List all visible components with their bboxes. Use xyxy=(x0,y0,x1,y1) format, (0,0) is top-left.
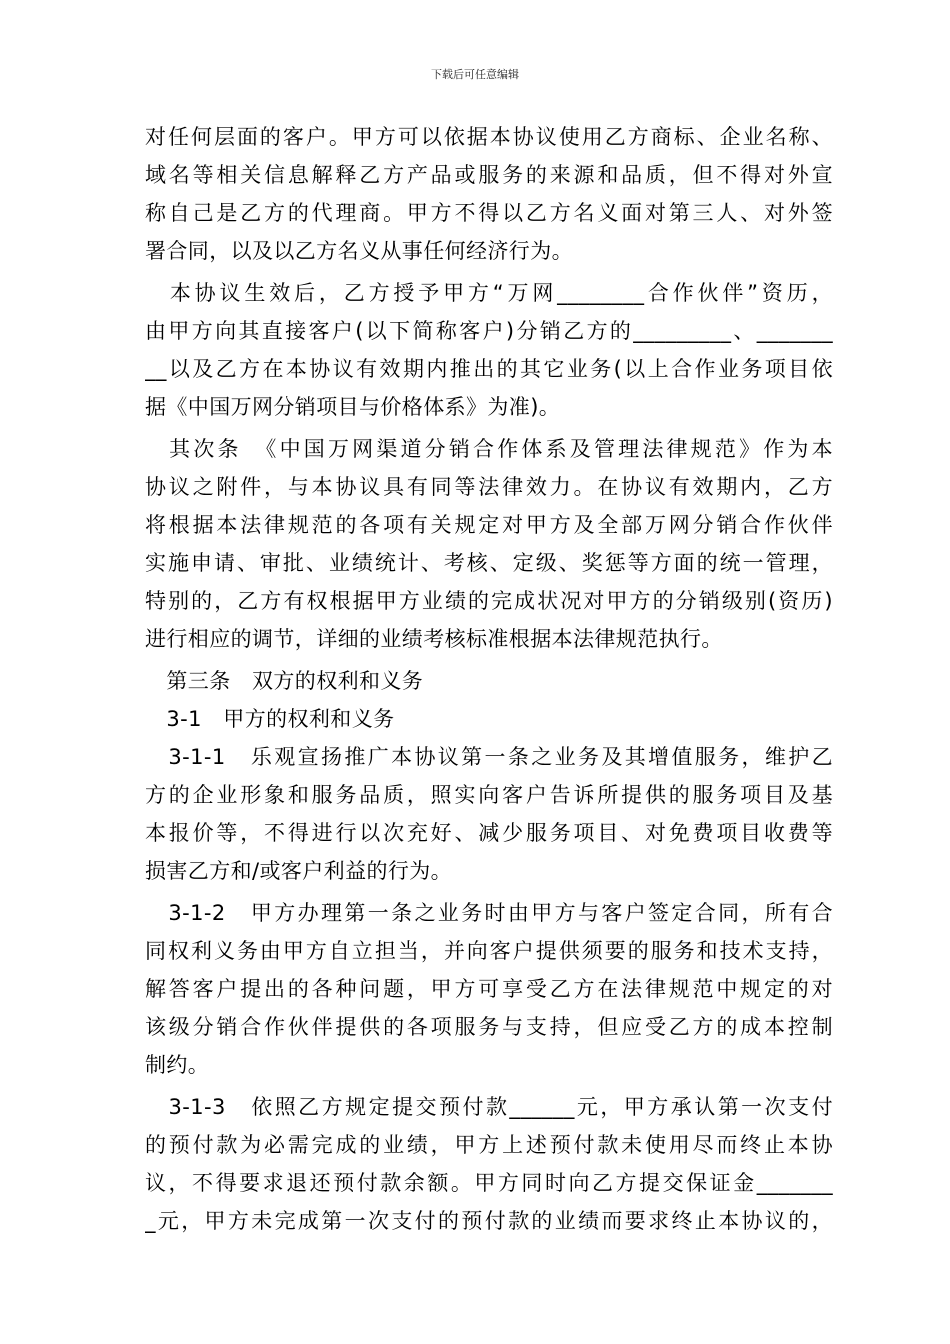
text-line: 对任何层面的客户。甲方可以依据本协议使用乙方商标、企业名称、 xyxy=(145,125,833,149)
text-line: 同权利义务由甲方自立担当，并向客户提供须要的服务和技术支持， xyxy=(145,939,833,963)
text-line: 特别的，乙方有权根据甲方业绩的完成状况对甲方的分销级别(资历) xyxy=(145,589,833,613)
text-line: 损害乙方和/或客户利益的行为。 xyxy=(145,859,453,883)
text-line: 本协议生效后，乙方授予甲方“万网________合作伙伴”资历， xyxy=(145,281,833,305)
text-line: _元，甲方未完成第一次支付的预付款的业绩而要求终止本协议的， xyxy=(145,1209,833,1233)
text-line: 3-1-3 依照乙方规定提交预付款______元，甲方承认第一次支付 xyxy=(145,1095,833,1119)
text-line: 方的企业形象和服务品质，照实向客户告诉所提供的服务项目及基 xyxy=(145,783,833,807)
text-line: 本报价等，不得进行以次充好、减少服务项目、对免费项目收费等 xyxy=(145,821,833,845)
text-line: 将根据本法律规范的各项有关规定对甲方及全部万网分销合作伙伴 xyxy=(145,513,833,537)
text-line: __以及乙方在本协议有效期内推出的其它业务(以上合作业务项目依 xyxy=(145,357,833,381)
text-line: 进行相应的调节，详细的业绩考核标准根据本法律规范执行。 xyxy=(145,627,723,651)
text-line: 实施申请、审批、业绩统计、考核、定级、奖惩等方面的统一管理， xyxy=(145,551,833,575)
text-line: 第三条 双方的权利和义务 xyxy=(145,669,424,693)
text-line: 由甲方向其直接客户(以下简称客户)分销乙方的_________、_______ xyxy=(145,319,833,343)
text-line: 解答客户提出的各种问题，甲方可享受乙方在法律规范中规定的对 xyxy=(145,977,833,1001)
text-line: 制约。 xyxy=(145,1053,210,1077)
text-line: 其次条 《中国万网渠道分销合作体系及管理法律规范》作为本 xyxy=(145,437,833,461)
text-line: 据《中国万网分销项目与价格体系》为准)。 xyxy=(145,395,561,419)
text-line: 3-1-2 甲方办理第一条之业务时由甲方与客户签定合同，所有合 xyxy=(145,901,833,925)
text-line: 该级分销合作伙伴提供的各项服务与支持，但应受乙方的成本控制 xyxy=(145,1015,833,1039)
text-line: 3-1 甲方的权利和义务 xyxy=(145,707,395,731)
text-line: 议，不得要求退还预付款余额。甲方同时向乙方提交保证金_______ xyxy=(145,1171,833,1195)
page-header: 下载后可任意编辑 xyxy=(431,68,519,81)
text-line: 3-1-1 乐观宣扬推广本协议第一条之业务及其增值服务，维护乙 xyxy=(145,745,833,769)
document-body xyxy=(145,118,833,1240)
text-line: 协议之附件，与本协议具有同等法律效力。在协议有效期内，乙方 xyxy=(145,475,833,499)
text-line: 的预付款为必需完成的业绩，甲方上述预付款未使用尽而终止本协 xyxy=(145,1133,833,1157)
text-line: 域名等相关信息解释乙方产品或服务的来源和品质，但不得对外宣 xyxy=(145,163,833,187)
text-line: 称自己是乙方的代理商。甲方不得以乙方名义面对第三人、对外签 xyxy=(145,201,833,225)
text-line: 署合同，以及以乙方名义从事任何经济行为。 xyxy=(145,239,573,263)
